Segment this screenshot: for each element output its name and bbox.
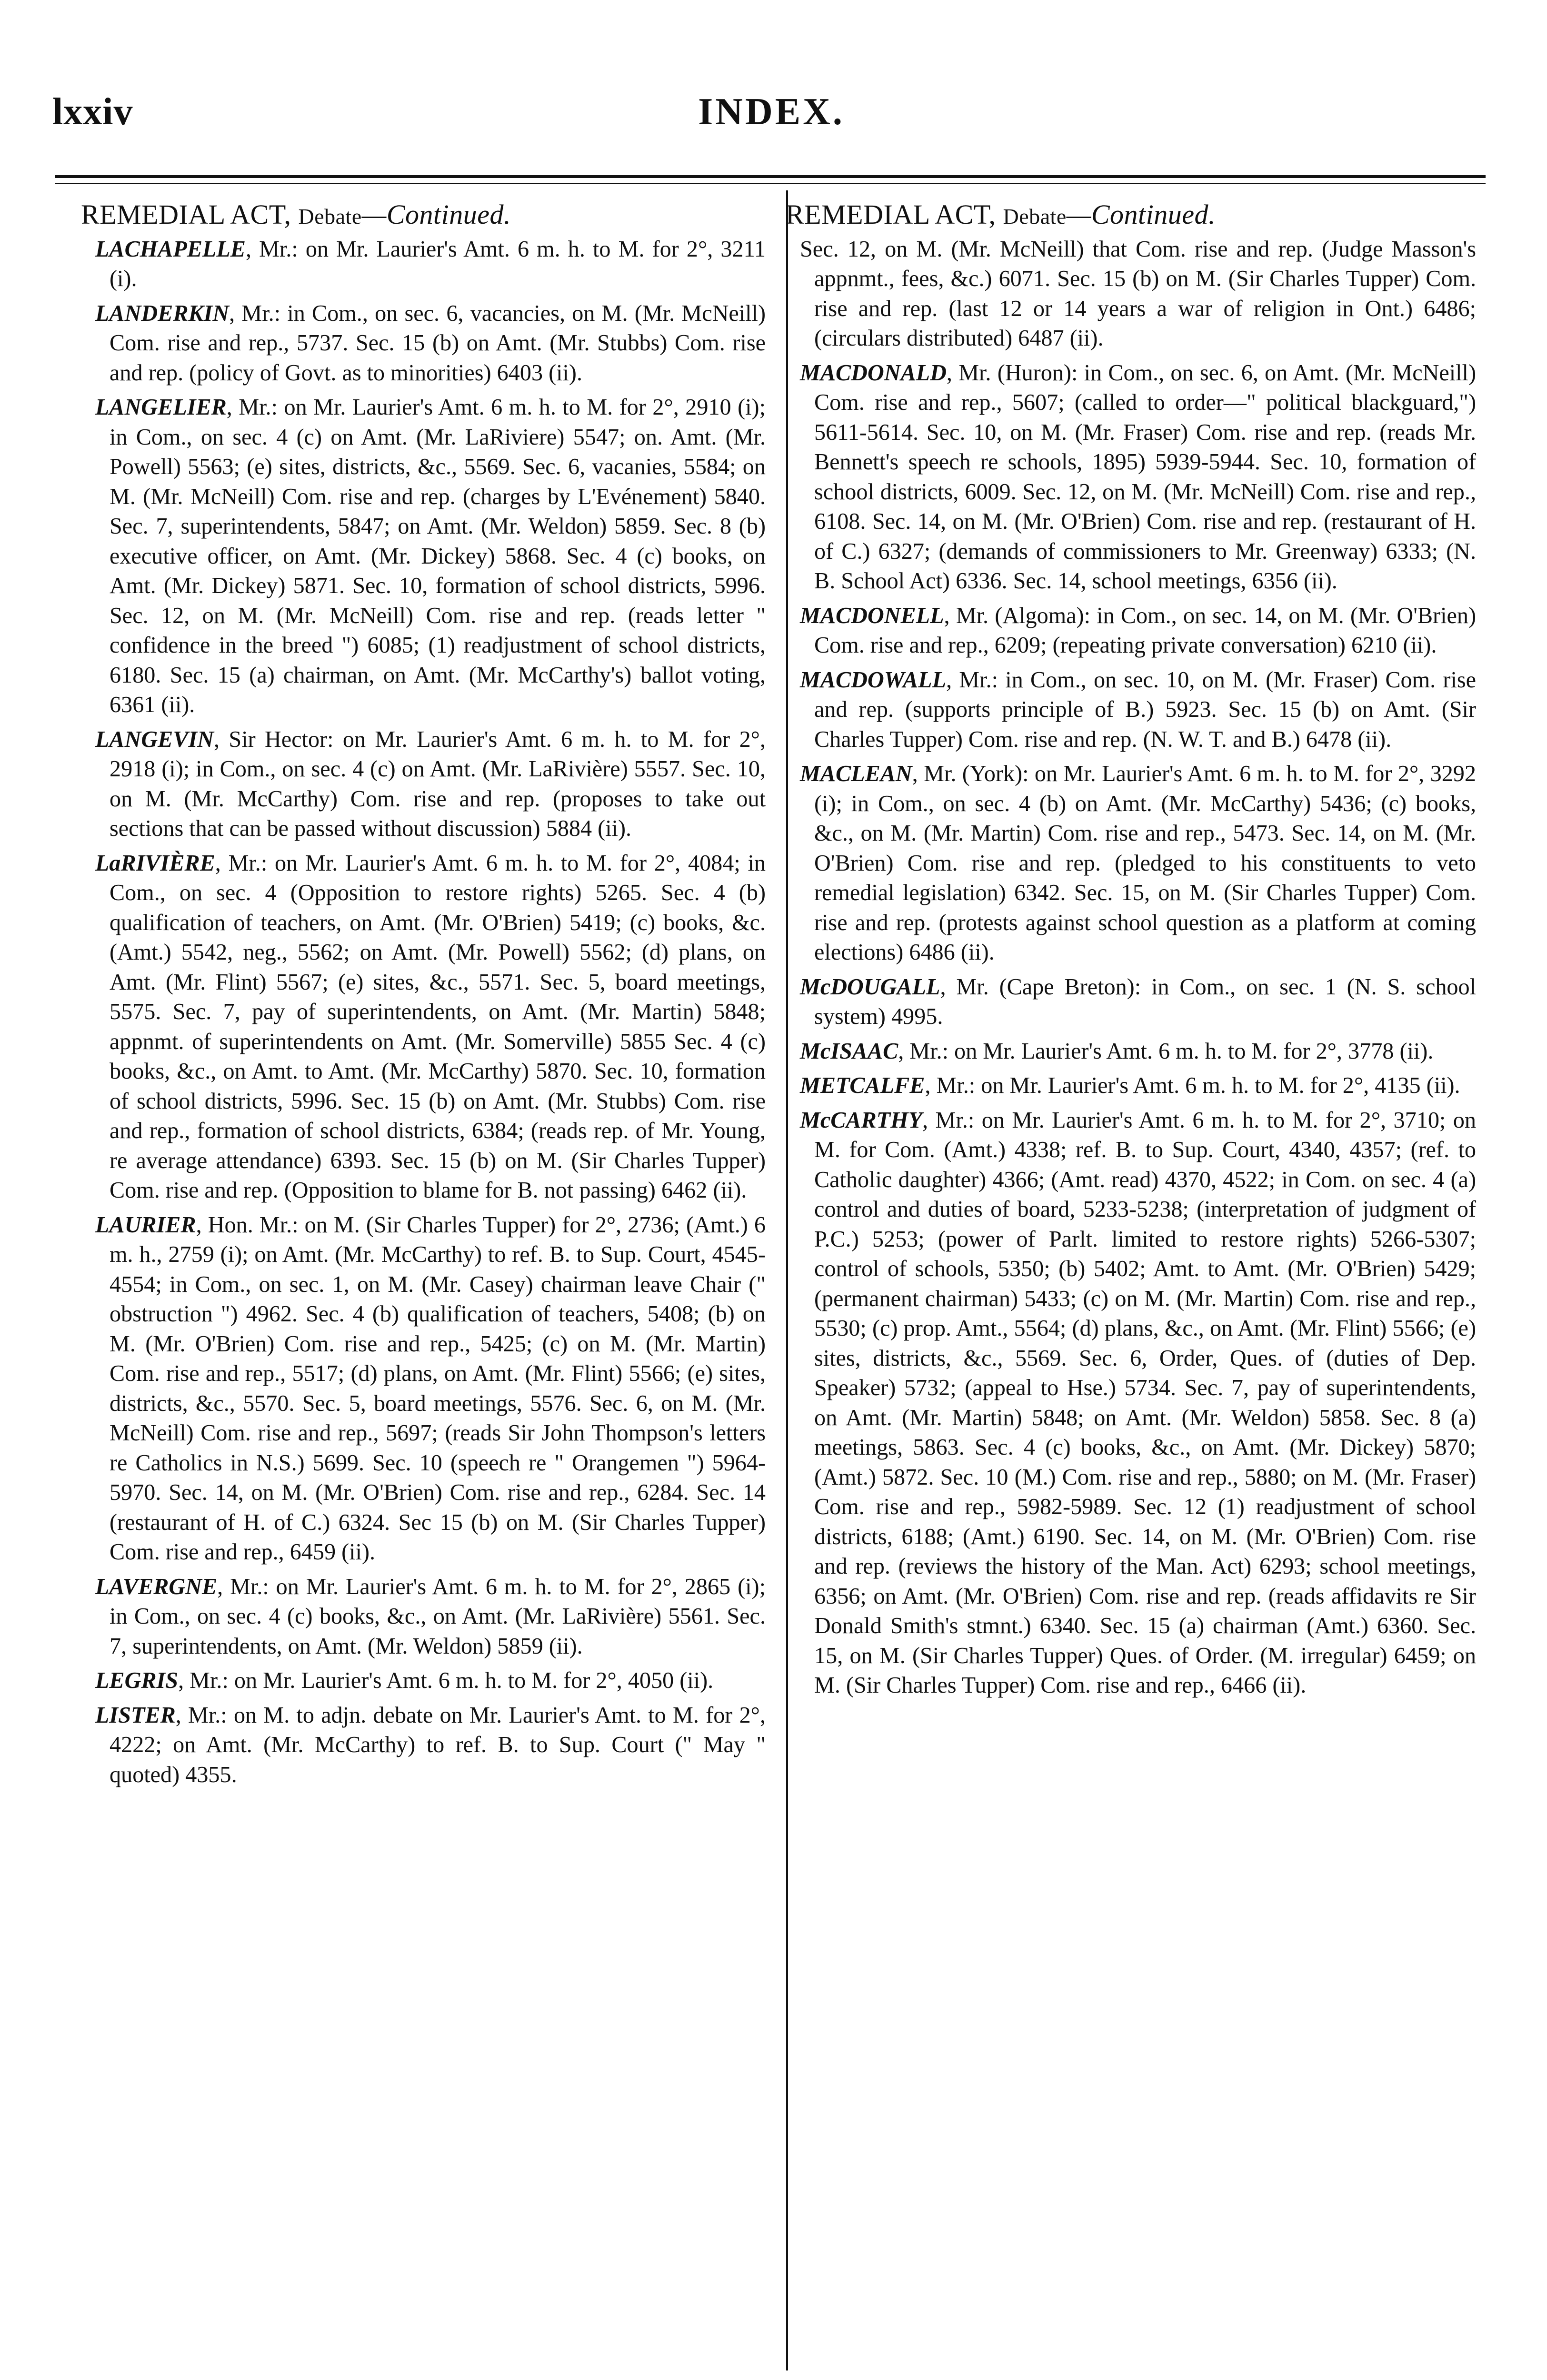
entry-headword: MACDOWALL [800,667,947,693]
entry-text: , Mr.: on Mr. Laurier's Amt. 6 m. h. to M. for 2°, 4050 (ii). [178,1668,714,1693]
index-entry [95,393,766,720]
header-rule-thin [55,183,1486,184]
entry-text: , Mr.: on M. to adjn. debate on Mr. Laurier's Amt. to M. for 2°, 4222; on Amt. (Mr. McCarthy) to ref. B. to Sup. Court (" May " quoted) 4355. [110,1702,766,1787]
entry-text: , Mr. (Huron): in Com., on sec. 6, on Amt. (Mr. McNeill) Com. rise and rep., 5607; (called to order—" political blackguard,") 5611-5614. Sec. 10, on M. (Mr. Fraser) Com. rise and rep. (reads Mr. Bennett's speech re schools, 1895) 5939-5944. Sec. 10, formation of school districts, 6009. Sec. 12, on M. (Mr. McNeill) Com. rise and rep., 6108. Sec. 14, on M. (Mr. O'Brien) Com. rise and rep. (restaurant of H. of C.) 6327; (demands of commissioners to Mr. Greenway) 6333; (N. B. School Act) 6336. Sec. 14, school meetings, 6356 (ii). [814,360,1476,594]
entry-text: , Mr.: on Mr. Laurier's Amt. 6 m. h. to M. for 2°, 4084; in Com., on sec. 4 (Opposition to restore rights) 5265. Sec. 4 (b) qualification of teachers, on Amt. (Mr. O'Brien) 5419; (c) books, &c. (Amt.) 5542, neg., 5562; on Amt. (Mr. Powell) 5562; (d) plans, on Amt. (Mr. Flint) 5567; (e) sites, &c., 5571. Sec. 5, board meetings, 5575. Sec. 7, pay of superintendents, on Amt. (Mr. Martin) 5848; appnmt. of superintendents on Amt. (Mr. Somerville) 5855 Sec. 4 (c) books, &c., on Amt. to Amt. (Mr. McCarthy) 5870. Sec. 10, formation of school districts, 5996. Sec. 15 (b) on Amt. (Mr. Stubbs) Com. rise and rep., formation of school districts, 6384; (reads rep. of Mr. Young, re average attendance) 6393. Sec. 15 (b) on M. (Sir Charles Tupper) Com. rise and rep. (Opposition to blame for B. not passing) 6462 (ii). [110,850,766,1203]
left-entry-list [95,235,766,1790]
entry-headword: LAURIER [95,1212,196,1238]
index-entry [95,299,766,388]
page-header [52,90,1490,148]
section-heading-small-caps: Debate [298,204,362,228]
section-heading-small-caps: Debate [1003,204,1067,228]
entry-headword: LACHAPELLE [95,236,246,262]
index-entry [95,725,766,844]
entry-text: , Sir Hector: on Mr. Laurier's Amt. 6 m. h. to M. for 2°, 2918 (i); in Com., on sec. 4 (c) on Amt. (Mr. LaRivière) 5557. Sec. 10, on M. (Mr. McCarthy) Com. rise and rep. (proposes to take out sections that can be passed without discussion) 5884 (ii). [110,726,766,841]
entry-headword: LAVERGNE [95,1574,218,1599]
index-entry [95,235,766,294]
left-column [81,199,766,1795]
header-rule-thick [55,175,1486,178]
entry-text: , Mr.: on Mr. Laurier's Amt. 6 m. h. to M. for 2°, 4135 (ii). [925,1073,1460,1098]
entry-text: , Mr. (Cape Breton): in Com., on sec. 1 (N. S. school system) 4995. [814,974,1476,1029]
continuation-entry: Sec. 12, on M. (Mr. McNeill) that Com. rise and rep. (Judge Masson's appnmt., fees, &c.) 6071. Sec. 15 (b) on M. (Sir Charles Tupper) Com. rise and rep. (last 12 or 14 years a war of religion in Ont.) 6486; (circulars distributed) 6487 (ii). [800,236,1476,351]
entry-text: , Mr.: on Mr. Laurier's Amt. 6 m. h. to M. for 2°, 2910 (i); in Com., on sec. 4 (c) on Amt. (Mr. LaRiviere) 5547; on. Amt. (Mr. Powell) 5563; (e) sites, districts, &c., 5569. Sec. 6, vacanies, 5584; on M. (Mr. McNeill) Com. rise and rep. (charges by L'Evénement) 5840. Sec. 7, superintendents, 5847; on Amt. (Mr. Weldon) 5859. Sec. 8 (b) executive officer, on Amt. (Mr. Dickey) 5868. Sec. 4 (c) books, on Amt. (Mr. Dickey) 5871. Sec. 10, formation of school districts, 5996. Sec. 12, on M. (Mr. McNeill) Com. rise and rep. (reads letter " confidence in the breed ") 6085; (1) readjustment of school districts, 6180. Sec. 15 (a) chairman, on Amt. (Mr. McCarthy's) ballot voting, 6361 (ii). [110,395,766,717]
section-heading [786,200,1476,232]
entry-text: , Mr.: on Mr. Laurier's Amt. 6 m. h. to M. for 2°, 3778 (ii). [898,1038,1434,1064]
index-entry [95,1572,766,1662]
entry-headword: MACLEAN [800,761,912,786]
entry-headword: LISTER [95,1702,176,1728]
entry-headword: McCARTHY [800,1107,923,1133]
entry-headword: LANGELIER [95,395,227,420]
index-entry [800,1037,1476,1067]
page-number: lxxiv [52,91,133,133]
index-entry [800,972,1476,1032]
index-entry [95,849,766,1206]
page-title: INDEX. [698,91,845,133]
entry-headword: MACDONALD [800,360,947,386]
index-entry [800,759,1476,968]
entry-text: , Mr.: on Mr. Laurier's Amt. 6 m. h. to M. for 2°, 2865 (i); in Com., on sec. 4 (c) books, &c., on Amt. (Mr. LaRivière) 5561. Sec. 7, superintendents, on Amt. (Mr. Weldon) 5859 (ii). [110,1574,766,1659]
index-entry [800,601,1476,661]
section-heading-main: REMEDIAL ACT, [786,199,1003,230]
entry-headword: LANGEVIN [95,726,214,752]
entry-headword: LaRIVIÈRE [95,850,215,876]
entry-headword: McISAAC [800,1038,898,1064]
index-entry [800,665,1476,755]
entry-headword: METCALFE [800,1073,925,1098]
index-entry [800,1106,1476,1701]
entry-text: , Hon. Mr.: on M. (Sir Charles Tupper) for 2°, 2736; (Amt.) 6 m. h., 2759 (i); on Amt. (Mr. McCarthy) to ref. B. to Sup. Court, 4545-4554; in Com., on sec. 1, on M. (Mr. Casey) chairman leave Chair (" obstruction ") 4962. Sec. 4 (b) qualification of teachers, 5408; (b) on M. (Mr. O'Brien) Com. rise and rep., 5425; (c) on M. (Mr. Martin) Com. rise and rep., 5517; (d) plans, on Amt. (Mr. Flint) 5566; (e) sites, districts, &c., 5570. Sec. 5, board meetings, 5576. Sec. 6, on M. (Mr. McNeill) Com. rise and rep., 5697; (reads Sir John Thompson's letters re Catholics in N.S.) 5699. Sec. 10 (speech re " Orangemen ") 5964-5970. Sec. 14, on M. (Mr. O'Brien) Com. rise and rep., 6284. Sec. 14 (restaurant of H. of C.) 6324. Sec 15 (b) on M. (Sir Charles Tupper) Com. rise and rep., 6459 (ii). [110,1212,766,1565]
entry-headword: McDOUGALL [800,974,940,1000]
index-entry [95,1210,766,1567]
index-entry [95,1701,766,1790]
section-heading-continued: —Continued. [361,199,511,230]
entry-text: , Mr.: in Com., on sec. 10, on M. (Mr. Fraser) Com. rise and rep. (supports principle of B.) 5923. Sec. 15 (b) on Amt. (Sir Charles Tupper) Com. rise and rep. (N. W. T. and B.) 6478 (ii). [814,667,1476,752]
entry-text: , Mr.: on Mr. Laurier's Amt. 6 m. h. to M. for 2°, 3211 (i). [110,236,766,291]
index-entry [800,1071,1476,1101]
index-entry [800,358,1476,596]
column-divider [786,190,788,2370]
section-heading-continued: —Continued. [1066,199,1216,230]
entry-text: , Mr. (Algoma): in Com., on sec. 14, on M. (Mr. O'Brien) Com. rise and rep., 6209; (repeating private conversation) 6210 (ii). [814,603,1476,658]
section-heading [81,200,766,232]
entry-headword: LEGRIS [95,1668,179,1693]
right-entry-list [800,358,1476,1701]
entry-text: , Mr.: on Mr. Laurier's Amt. 6 m. h. to M. for 2°, 3710; on M. for Com. (Amt.) 4338; ref. B. to Sup. Court, 4340, 4357; (ref. to Catholic daughter) 4366; (Amt. read) 4370, 4522; in Com. on sec. 4 (a) control and duties of board, 5233-5238; (interpretation of judgment of P.C.) 5253; (power of Parlt. limited to restore rights) 5266-5307; control of schools, 5350; (b) 5402; Amt. to Amt. (Mr. O'Brien) 5429; (permanent chairman) 5433; (c) on M. (Mr. Martin) Com. rise and rep., 5530; (c) prop. Amt., 5564; (d) plans, &c., on Amt. (Mr. Flint) 5566; (e) sites, districts, &c., 5569. Sec. 6, Order, Ques. of (duties of Dep. Speaker) 5732; (appeal to Hse.) 5734. Sec. 7, pay of superintendents, on Amt. (Mr. Martin) 5848; on Amt. (Mr. Weldon) 5858. Sec. 8 (a) meetings, 5863. Sec. 4 (c) books, &c., on Amt. (Mr. Dickey) 5870; (Amt.) 5872. Sec. 10 (M.) Com. rise and rep., 5880; on M. (Mr. Fraser) Com. rise and rep., 5982-5989. Sec. 12 (1) readjustment of school districts, 6188; (Amt.) 6190. Sec. 14, on M. (Mr. O'Brien) Com. rise and rep. (reviews the history of the Man. Act) 6293; school meetings, 6356; on Amt. (Mr. O'Brien) Com. rise and rep. (reads affidavits re Sir Donald Smith's stmnt.) 6340. Sec. 15 (a) chairman (Amt.) 6360. Sec. 15, on M. (Sir Charles Tupper) Ques. of Order. (M. irregular) 6459; on M. (Sir Charles Tupper) Com. rise and rep., 6466 (ii). [814,1107,1476,1698]
index-entry [95,1666,766,1696]
entry-text: , Mr. (York): on Mr. Laurier's Amt. 6 m. h. to M. for 2°, 3292 (i); in Com., on sec. 4 (b) on Amt. (Mr. McCarthy) 5436; (c) books, &c., on M. (Mr. Martin) Com. rise and rep., 5473. Sec. 14, on M. (Mr. O'Brien) Com. rise and rep. (pledged to his constituents to veto remedial legislation) 6342. Sec. 15, on M. (Sir Charles Tupper) Com. rise and rep. (protests against school question as a platform at coming elections) 6486 (ii). [814,761,1476,965]
right-column [786,199,1476,1706]
entry-headword: LANDERKIN [95,300,230,326]
entry-text: , Mr.: in Com., on sec. 6, vacancies, on M. (Mr. McNeill) Com. rise and rep., 5737. Sec. 15 (b) on Amt. (Mr. Stubbs) Com. rise and rep. (policy of Govt. as to minorities) 6403 (ii). [110,300,766,386]
entry-headword: MACDONELL [800,603,944,628]
section-heading-main: REMEDIAL ACT, [81,199,299,230]
